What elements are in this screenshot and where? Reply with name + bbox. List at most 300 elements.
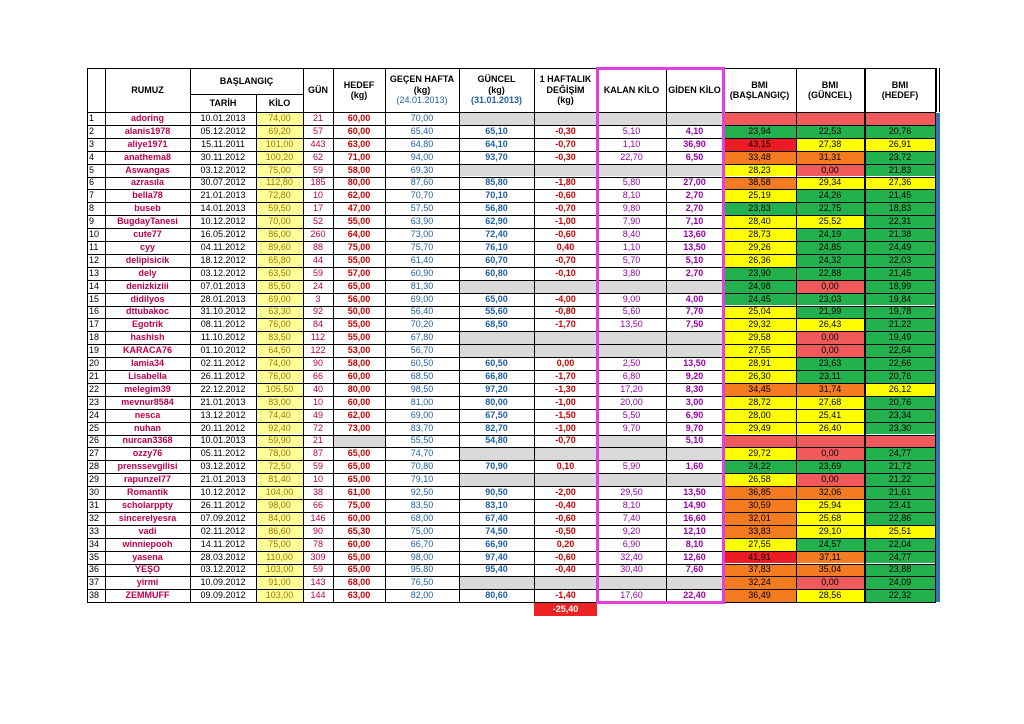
bmi-baslangic-cell: 25,04	[723, 306, 796, 319]
hedef-cell: 60,00	[347, 112, 371, 123]
row-number: 10	[89, 229, 100, 240]
grid-line	[87, 499, 935, 500]
header-degisim: 1 HAFTALIK DEĞİŞİM (kg)	[539, 74, 592, 106]
gecen-hafta-cell: 95,80	[410, 564, 434, 575]
giden-kilo-cell: 16,60	[683, 512, 706, 523]
row-number: 34	[89, 538, 100, 549]
header-tarih: TARİH	[209, 97, 237, 108]
row-number: 31	[89, 499, 100, 510]
row-number: 16	[89, 306, 100, 317]
gecen-hafta-cell: 82,00	[410, 590, 434, 601]
kalan-kilo-cell: 9,80	[622, 203, 641, 214]
row-number: 28	[89, 461, 100, 472]
giden-kilo-cell: 13,50	[683, 358, 706, 369]
gecen-hafta-cell: 69,30	[410, 164, 434, 175]
guncel-cell	[459, 473, 534, 486]
gun-cell: 44	[312, 254, 323, 265]
degisim-cell: 0,10	[556, 461, 575, 472]
degisim-cell	[534, 112, 597, 125]
rumuz-cell: rapunzel77	[123, 474, 172, 485]
bmi-guncel-cell: 24,57	[796, 538, 864, 551]
grid-line	[87, 138, 935, 139]
gecen-hafta-cell: 74,70	[410, 448, 434, 459]
kilo-cell: 83,50	[256, 331, 303, 344]
degisim-cell	[534, 280, 597, 293]
row-number: 24	[89, 409, 100, 420]
tarih-cell: 30.07.2012	[200, 177, 246, 188]
kalan-kilo-cell	[597, 280, 666, 293]
degisim-cell: -0,50	[555, 525, 576, 536]
grid-line	[87, 189, 935, 190]
kilo-cell: 75,00	[256, 538, 303, 551]
bmi-hedef-cell: 18,83	[865, 202, 935, 215]
grid-line	[87, 576, 935, 577]
bmi-baslangic-cell: 23,90	[723, 267, 796, 280]
bmi-hedef-cell: 24,77	[865, 447, 935, 460]
gun-cell: 49	[312, 409, 323, 420]
grid-line	[87, 344, 935, 345]
grid-line	[87, 228, 935, 229]
tarih-cell: 03.12.2012	[200, 461, 246, 472]
tarih-cell: 13.12.2012	[200, 409, 246, 420]
giden-kilo-cell: 14,90	[683, 499, 706, 510]
kalan-kilo-cell	[597, 331, 666, 344]
bmi-hedef-cell: 20,76	[865, 396, 935, 409]
bmi-hedef-cell	[865, 435, 935, 448]
kilo-cell: 101,00	[256, 138, 303, 151]
kilo-cell: 86,00	[256, 228, 303, 241]
giden-kilo-cell	[666, 164, 723, 177]
gecen-hafta-cell: 68,00	[410, 512, 434, 523]
guncel-cell: 82,70	[485, 422, 508, 433]
degisim-cell: -0,70	[555, 138, 576, 149]
tarih-cell: 10.09.2012	[200, 577, 246, 588]
kalan-kilo-cell: 7,40	[622, 512, 641, 523]
kalan-kilo-cell: 1,10	[622, 241, 641, 252]
giden-kilo-cell	[666, 447, 723, 460]
giden-kilo-cell: 12,60	[683, 551, 706, 562]
hedef-cell: 58,00	[347, 358, 371, 369]
bmi-baslangic-cell: 23,83	[723, 202, 796, 215]
kilo-cell: 72,50	[256, 460, 303, 473]
hedef-cell: 65,00	[347, 474, 371, 485]
gun-cell: 10	[312, 396, 323, 407]
degisim-cell: -0,40	[555, 499, 576, 510]
giden-kilo-cell: 7,70	[685, 306, 704, 317]
bmi-guncel-cell: 25,52	[796, 215, 864, 228]
guncel-cell: 56,80	[485, 203, 508, 214]
degisim-cell: -1,70	[555, 319, 576, 330]
bmi-baslangic-cell: 26,58	[723, 473, 796, 486]
guncel-cell	[459, 344, 534, 357]
gun-cell: 90	[312, 525, 323, 536]
bmi-guncel-cell: 28,56	[796, 589, 864, 602]
grid-line	[87, 370, 935, 371]
giden-kilo-cell	[666, 576, 723, 589]
kilo-cell: 74,40	[256, 409, 303, 422]
hedef-cell: 65,00	[347, 280, 371, 291]
gun-cell: 10	[312, 474, 323, 485]
rumuz-cell: buseb	[134, 203, 161, 214]
guncel-cell: 76,10	[485, 241, 508, 252]
grid-line	[87, 68, 935, 69]
degisim-cell: -0,70	[555, 435, 576, 446]
hedef-cell: 57,00	[347, 267, 371, 278]
kilo-cell: 76,00	[256, 318, 303, 331]
row-number: 7	[89, 190, 95, 201]
rumuz-cell: vadi	[138, 525, 157, 536]
hedef-cell: 60,00	[347, 512, 371, 523]
gun-cell: 59	[312, 267, 323, 278]
bmi-guncel-cell: 26,43	[796, 318, 864, 331]
bmi-guncel-cell: 0,00	[796, 164, 864, 177]
hedef-cell: 65,00	[347, 461, 371, 472]
degisim-cell: -1,50	[555, 409, 576, 420]
gecen-hafta-cell: 70,70	[410, 190, 434, 201]
bmi-guncel-cell: 29,34	[796, 177, 864, 190]
bmi-hedef-cell: 26,91	[865, 138, 935, 151]
header-bmi-baslangic: BMI (BAŞLANGIÇ)	[729, 79, 790, 100]
bmi-hedef-cell: 21,22	[865, 473, 935, 486]
bmi-hedef-cell: 19,84	[865, 293, 935, 306]
gecen-hafta-cell: 60,90	[410, 267, 434, 278]
hedef-cell: 62,00	[347, 409, 371, 420]
grid-line	[87, 551, 935, 552]
rumuz-cell: sincerelyesra	[118, 512, 177, 523]
rumuz-cell: aliye1971	[127, 138, 168, 149]
bmi-hedef-cell: 24,09	[865, 576, 935, 589]
degisim-cell	[534, 576, 597, 589]
gun-cell: 84	[312, 319, 323, 330]
bmi-baslangic-cell: 33,83	[723, 525, 796, 538]
grid-line	[87, 396, 935, 397]
row-number: 1	[89, 112, 95, 123]
grid-line	[459, 68, 460, 602]
bmi-hedef-cell: 23,72	[865, 151, 935, 164]
kilo-cell: 112,80	[256, 177, 303, 190]
degisim-cell: -0,80	[555, 306, 576, 317]
grid-line	[87, 151, 935, 152]
degisim-cell	[534, 447, 597, 460]
tarih-cell: 21.01.2013	[200, 396, 246, 407]
row-number: 14	[89, 280, 100, 291]
degisim-cell: 0,20	[556, 538, 575, 549]
tarih-cell: 10.01.2013	[200, 435, 246, 446]
row-number: 29	[89, 474, 100, 485]
hedef-cell	[333, 435, 385, 448]
guncel-cell: 80,60	[485, 590, 508, 601]
degisim-cell: -1,00	[555, 216, 576, 227]
header-gecen-hafta-date: (24.01.2013)	[396, 95, 448, 106]
grid-line	[87, 422, 935, 423]
guncel-cell	[459, 164, 534, 177]
bmi-guncel-cell: 35,04	[796, 564, 864, 577]
hedef-cell: 73,00	[347, 422, 371, 433]
grid-line	[190, 68, 191, 602]
guncel-cell: 67,40	[485, 512, 508, 523]
guncel-cell	[459, 447, 534, 460]
bmi-hedef-cell: 22,86	[865, 512, 935, 525]
grid-line	[87, 68, 88, 602]
bmi-guncel-cell: 26,40	[796, 422, 864, 435]
hedef-cell: 55,00	[347, 332, 371, 343]
hedef-cell: 65,00	[347, 564, 371, 575]
kilo-cell: 78,00	[256, 447, 303, 460]
bmi-baslangic-cell: 43,15	[723, 138, 796, 151]
degisim-cell: -0,60	[555, 512, 576, 523]
bmi-guncel-cell: 24,26	[796, 189, 864, 202]
bmi-hedef-cell: 24,77	[865, 551, 935, 564]
grid-line	[865, 68, 866, 602]
bmi-baslangic-cell	[723, 112, 796, 125]
gun-cell: 21	[312, 112, 323, 123]
tarih-cell: 28.03.2012	[200, 551, 246, 562]
header-gun: GÜN	[308, 84, 328, 95]
kalan-kilo-cell: 8,10	[622, 499, 641, 510]
kalan-kilo-cell: 32,40	[620, 551, 643, 562]
rumuz-cell: dely	[138, 267, 157, 278]
bmi-guncel-cell: 0,00	[796, 331, 864, 344]
hedef-cell: 47,00	[347, 203, 371, 214]
bmi-baslangic-cell: 24,98	[723, 280, 796, 293]
bmi-baslangic-cell: 28,91	[723, 357, 796, 370]
grid-line	[796, 68, 797, 602]
bmi-guncel-cell: 22,53	[796, 125, 864, 138]
rumuz-cell: lamia34	[130, 358, 165, 369]
row-number: 21	[89, 370, 100, 381]
kalan-kilo-cell: 5,10	[622, 125, 641, 136]
grid-line	[87, 215, 935, 216]
tarih-cell: 04.11.2012	[200, 241, 246, 252]
grid-line	[333, 68, 334, 602]
kilo-cell: 85,50	[256, 280, 303, 293]
row-number: 8	[89, 203, 95, 214]
bmi-hedef-cell: 22,32	[865, 589, 935, 602]
rumuz-cell: cute77	[133, 229, 162, 240]
degisim-cell: -4,00	[555, 293, 576, 304]
tarih-cell: 26.11.2012	[200, 499, 246, 510]
tarih-cell: 10.12.2012	[200, 487, 246, 498]
grid-line	[87, 112, 935, 113]
kilo-cell: 74,00	[256, 357, 303, 370]
grid-line	[87, 512, 935, 513]
bmi-guncel-cell: 22,75	[796, 202, 864, 215]
bmi-hedef-cell: 20,76	[865, 125, 935, 138]
header-bmi-guncel: BMI (GÜNCEL)	[808, 79, 852, 100]
bmi-guncel-cell	[796, 112, 864, 125]
bmi-hedef-cell: 22,66	[865, 357, 935, 370]
gecen-hafta-cell: 81,00	[410, 396, 434, 407]
kalan-kilo-cell: 8,40	[622, 229, 641, 240]
tarih-cell: 07.09.2012	[200, 512, 246, 523]
tarih-cell: 20.11.2012	[200, 422, 246, 433]
grid-line	[935, 68, 936, 602]
tarih-cell: 26.11.2012	[200, 370, 246, 381]
row-number: 27	[89, 448, 100, 459]
grid-line	[87, 409, 935, 410]
header-gecen-hafta-label: GEÇEN HAFTA (kg)	[389, 74, 455, 95]
bmi-hedef-cell: 19,49	[865, 331, 935, 344]
gecen-hafta-cell: 67,80	[410, 332, 434, 343]
hedef-cell: 55,00	[347, 254, 371, 265]
gun-cell: 17	[312, 203, 323, 214]
gecen-hafta-cell: 55,50	[410, 435, 434, 446]
hedef-cell: 60,00	[347, 125, 371, 136]
gecen-hafta-cell: 65,40	[410, 125, 434, 136]
guncel-cell: 85,80	[485, 177, 508, 188]
bmi-baslangic-cell: 28,00	[723, 409, 796, 422]
rumuz-cell: adoring	[131, 112, 164, 123]
grid-line	[87, 125, 935, 126]
tarih-cell: 14.11.2012	[200, 538, 246, 549]
gecen-hafta-cell: 75,70	[410, 241, 434, 252]
bmi-hedef-cell: 22,64	[865, 344, 935, 357]
kilo-cell: 110,00	[256, 551, 303, 564]
rumuz-cell: nesca	[134, 409, 161, 420]
kalan-kilo-cell: 9,70	[622, 422, 641, 433]
giden-kilo-cell: 3,00	[685, 396, 704, 407]
degisim-cell: -1,00	[555, 422, 576, 433]
hedef-cell: 65,00	[347, 551, 371, 562]
bmi-guncel-cell: 24,19	[796, 228, 864, 241]
guncel-cell: 65,00	[485, 293, 508, 304]
bmi-baslangic-cell: 30,59	[723, 499, 796, 512]
gun-cell: 112	[310, 332, 326, 343]
grid-line	[87, 306, 935, 307]
degisim-cell: -0,60	[555, 190, 576, 201]
bmi-guncel-cell: 0,00	[796, 576, 864, 589]
kilo-cell: 72,80	[256, 189, 303, 202]
rumuz-cell: dttubakoc	[125, 306, 169, 317]
bmi-baslangic-cell: 29,58	[723, 331, 796, 344]
grid-line	[87, 241, 935, 242]
gecen-hafta-cell: 98,00	[410, 551, 434, 562]
degisim-cell: -0,60	[555, 229, 576, 240]
rumuz-cell: nurcan3368	[122, 435, 173, 446]
row-number: 33	[89, 525, 100, 536]
giden-kilo-cell	[666, 280, 723, 293]
guncel-cell: 90,50	[485, 487, 508, 498]
rumuz-cell: yasena	[132, 551, 163, 562]
gun-cell: 62	[312, 151, 323, 162]
bmi-guncel-cell: 0,00	[796, 473, 864, 486]
bmi-guncel-cell: 37,11	[796, 551, 864, 564]
guncel-cell	[459, 112, 534, 125]
rumuz-cell: Aswangas	[125, 164, 170, 175]
gecen-hafta-cell: 68,50	[410, 370, 434, 381]
degisim-cell: -0,30	[555, 125, 576, 136]
tarih-cell: 09.09.2012	[200, 590, 246, 601]
header-hedef: HEDEF (kg)	[343, 79, 375, 100]
header-bmi-hedef: BMI (HEDEF)	[881, 79, 919, 100]
degisim-cell: -0,60	[555, 551, 576, 562]
tarih-cell: 16.05.2012	[200, 229, 246, 240]
giden-kilo-cell: 5,10	[685, 435, 704, 446]
bmi-guncel-cell: 23,11	[796, 370, 864, 383]
guncel-cell: 65,10	[485, 125, 508, 136]
bmi-hedef-cell: 23,41	[865, 499, 935, 512]
grid-line	[87, 525, 935, 526]
grid-line	[87, 357, 935, 358]
kilo-cell: 83,00	[256, 396, 303, 409]
rumuz-cell: prenssevgilisi	[117, 461, 178, 472]
bmi-hedef-cell: 22,31	[865, 215, 935, 228]
guncel-cell: 97,40	[485, 551, 508, 562]
row-number: 20	[89, 358, 100, 369]
kalan-kilo-cell: 5,80	[622, 177, 641, 188]
grid-line	[87, 435, 935, 436]
rumuz-cell: didilyos	[130, 293, 165, 304]
kalan-kilo-cell: 13,50	[620, 319, 643, 330]
rumuz-cell: Romantik	[126, 487, 168, 498]
bmi-baslangic-cell: 33,48	[723, 151, 796, 164]
kalan-kilo-cell: 17,20	[620, 383, 643, 394]
bmi-baslangic-cell: 32,24	[723, 576, 796, 589]
gecen-hafta-cell: 69,00	[410, 293, 434, 304]
row-number: 5	[89, 164, 95, 175]
kalan-kilo-cell: 9,00	[622, 293, 641, 304]
hedef-cell: 71,00	[347, 151, 371, 162]
rumuz-cell: mevnur8584	[121, 396, 174, 407]
bmi-hedef-cell: 21,45	[865, 189, 935, 202]
kilo-cell: 84,00	[256, 512, 303, 525]
right-edge-bar	[936, 113, 940, 602]
bmi-guncel-cell: 24,85	[796, 241, 864, 254]
bmi-hedef-cell: 21,72	[865, 460, 935, 473]
row-number: 23	[89, 396, 100, 407]
hedef-cell: 60,00	[347, 370, 371, 381]
bmi-hedef-cell: 21,22	[865, 318, 935, 331]
guncel-cell: 67,50	[485, 409, 508, 420]
guncel-cell: 60,50	[485, 358, 508, 369]
gecen-hafta-cell: 64,80	[410, 138, 434, 149]
grid-line	[385, 68, 386, 602]
kilo-cell: 75,00	[256, 164, 303, 177]
gun-cell: 90	[312, 358, 323, 369]
rumuz-cell: Egotrik	[131, 319, 163, 330]
gecen-hafta-cell: 61,40	[410, 254, 434, 265]
giden-kilo-cell: 4,10	[685, 125, 704, 136]
bmi-guncel-cell	[796, 435, 864, 448]
grid-line	[87, 589, 935, 590]
hedef-cell: 63,00	[347, 138, 371, 149]
gun-cell: 38	[312, 487, 323, 498]
kalan-kilo-cell: 7,90	[622, 216, 641, 227]
kalan-kilo-cell: 22,70	[620, 151, 643, 162]
rumuz-cell: hashish	[130, 332, 165, 343]
bmi-baslangic-cell: 28,73	[723, 228, 796, 241]
kilo-cell: 105,50	[256, 383, 303, 396]
hedef-cell: 60,00	[347, 396, 371, 407]
bmi-hedef-cell: 22,03	[865, 254, 935, 267]
guncel-cell: 80,00	[485, 396, 508, 407]
tarih-cell: 05.11.2012	[200, 448, 246, 459]
degisim-cell: -0,30	[555, 151, 576, 162]
bmi-guncel-cell: 23,03	[796, 293, 864, 306]
giden-kilo-cell: 13,50	[683, 241, 706, 252]
row-number: 17	[89, 319, 100, 330]
bmi-hedef-cell: 21,83	[865, 164, 935, 177]
grid-line	[256, 94, 257, 602]
bmi-baslangic-cell: 26,30	[723, 370, 796, 383]
bmi-hedef-cell: 23,30	[865, 422, 935, 435]
bmi-guncel-cell: 31,31	[796, 151, 864, 164]
giden-kilo-cell: 6,90	[685, 409, 704, 420]
kalan-kilo-cell: 2,50	[622, 358, 641, 369]
kalan-kilo-cell	[597, 435, 666, 448]
kilo-cell: 69,00	[256, 293, 303, 306]
row-number: 36	[89, 564, 100, 575]
